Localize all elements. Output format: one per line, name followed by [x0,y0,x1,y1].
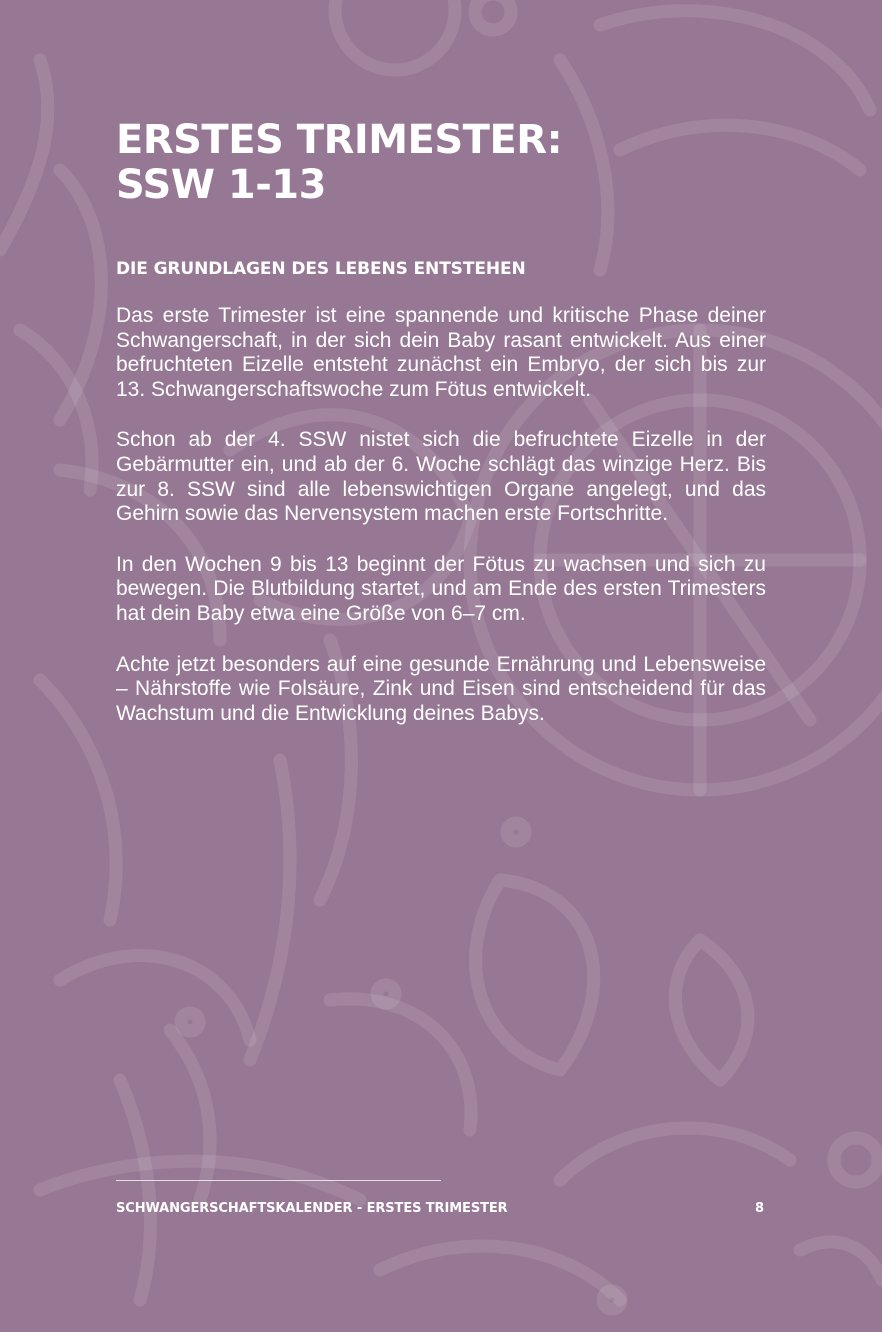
body-text [116,304,766,726]
paragraph-1: Das erste Trimester ist eine spannende und kritische Phase deiner Schwangerschaft, in der sich dein Baby rasant entwickelt. Aus einer befruchteten Eizelle entsteht zunächst ein Embryo, der sich bis zur 13. Schwangerschaftswoche zum Fötus entwickelt. [116,304,766,401]
paragraph-2: Schon ab der 4. SSW nistet sich die befruchtete Eizelle in der Gebärmutter ein, und ab der 6. Woche schlägt das winzige Herz. Bis zur 8. SSW sind alle lebenswichtigen Organe angelegt, und das Gehirn sowie das Nervensystem machen erste Fortschritte. [116,428,766,526]
page-title [116,118,766,208]
footer-title: SCHWANGERSCHAFTSKALENDER - ERSTES TRIMESTER [116,1201,508,1216]
footer-divider [116,1180,441,1181]
paragraph-4: Achte jetzt besonders auf eine gesunde Ernährung und Lebensweise – Nährstoffe wie Folsäure, Zink und Eisen sind entscheidend für das Wachstum und die Entwicklung deines Babys. [116,652,766,725]
page-content [116,118,766,752]
page-title-line-1: ERSTES TRIMESTER: [116,117,563,163]
section-heading: DIE GRUNDLAGEN DES LEBENS ENTSTEHEN [116,259,526,279]
paragraph-3: In den Wochen 9 bis 13 beginnt der Fötus zu wachsen und sich zu bewegen. Die Blutbildung startet, und am Ende des ersten Trimesters hat dein Baby etwa eine Größe von 6–7 cm. [116,552,766,625]
page-number: 8 [754,1201,764,1216]
page-title-line-2: SSW 1-13 [116,162,326,208]
